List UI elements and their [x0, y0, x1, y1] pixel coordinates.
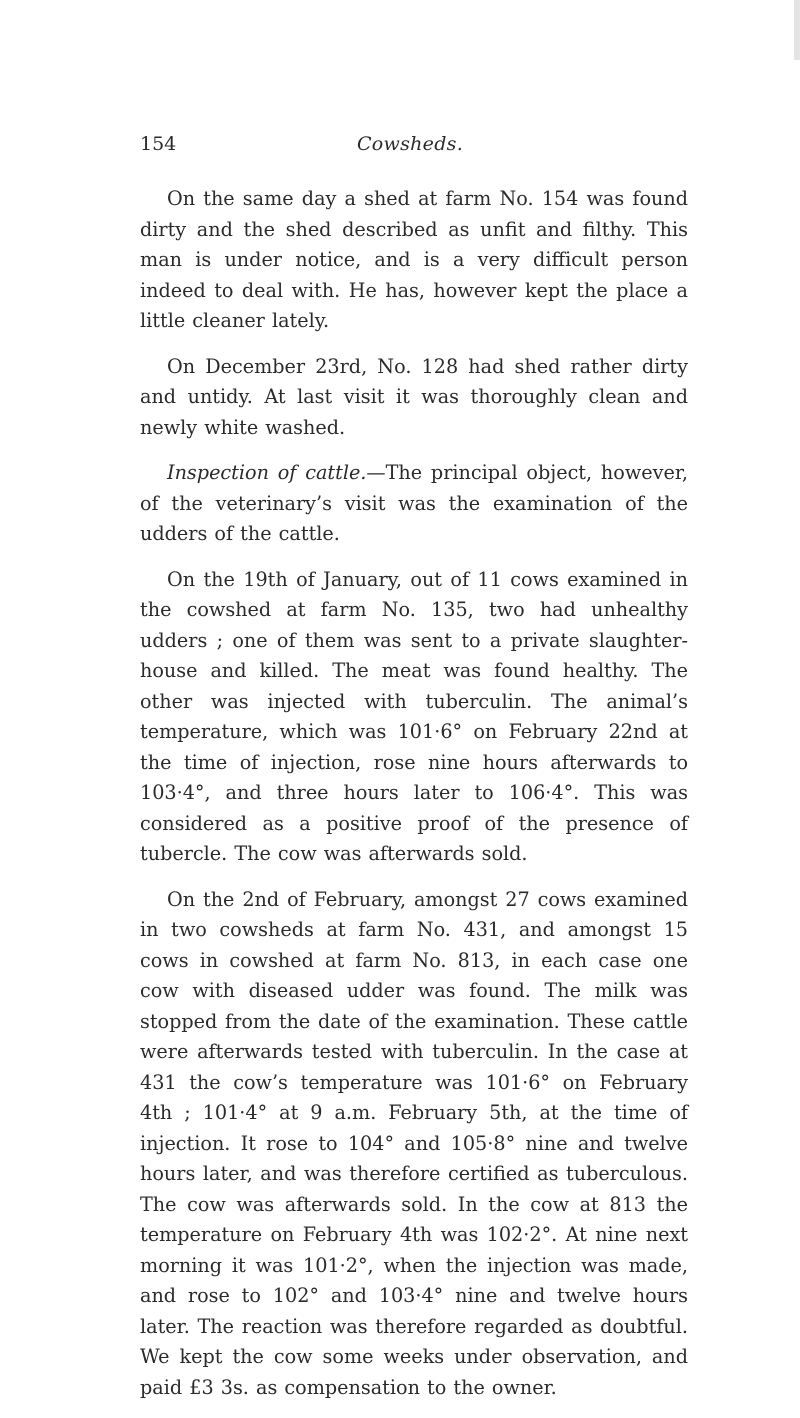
running-title: Cowsheds. — [356, 133, 464, 155]
paragraph — [140, 352, 688, 444]
paragraph — [140, 184, 688, 337]
paragraph — [140, 565, 688, 870]
page-edge-shadow — [794, 0, 800, 60]
paragraph — [140, 458, 688, 550]
paragraph-text: On the 19th of January, out of 11 cows examined in the cowshed at farm No. 135, two had unhealthy udders ; one of them was sent to a private slaughter-house and killed. The meat was found healthy. The other was injected with tuberculin. The animal’s temperature, which was 101·6° on February 22nd at the time of injection, rose nine hours afterwards to 103·4°, and three hours later to 106·4°. This was considered as a positive proof of the presence of tubercle. The cow was afterwards sold. — [140, 567, 688, 865]
paragraph-text: On the same day a shed at farm No. 154 was found dirty and the shed described as unfit and filthy. This man is under notice, and is a very difficult person indeed to deal with. He has, however kept the place a little cleaner lately. — [140, 187, 688, 332]
body-text — [140, 184, 688, 1418]
page-header — [140, 133, 680, 163]
page-number: 154 — [140, 133, 177, 155]
paragraph — [140, 885, 688, 1404]
paragraph-text: On December 23rd, No. 128 had shed rather dirty and untidy. At last visit it was thoroughly clean and newly white washed. — [140, 354, 688, 439]
paragraph-text: —The principal object, however, of the veterinary’s visit was the examination of the udders of the cattle. — [140, 461, 688, 545]
section-heading: Inspection of cattle. — [167, 461, 367, 484]
paragraph-text: On the 2nd of February, amongst 27 cows examined in two cowsheds at farm No. 431, and amongst 15 cows in cowshed at farm No. 813, in each case one cow with diseased udder was found. The milk was stopped from the date of the examination. These cattle were afterwards tested with tuberculin. In the case at 431 the cow’s temperature was 101·6° on February 4th ; 101·4° at 9 a.m. February 5th, at the time of injection. It rose to 104° and 105·8° nine and twelve hours later, and was therefore certified as tuberculous. The cow was afterwards sold. In the cow at 813 the temperature on February 4th was 102·2°. At nine next morning it was 101·2°, when the injection was made, and rose to 102° and 103·4° nine and twelve hours later. The reaction was therefore regarded as doubtful. We kept the cow some weeks under observation, and paid £3 3s. as compensation to the owner. — [140, 887, 688, 1399]
